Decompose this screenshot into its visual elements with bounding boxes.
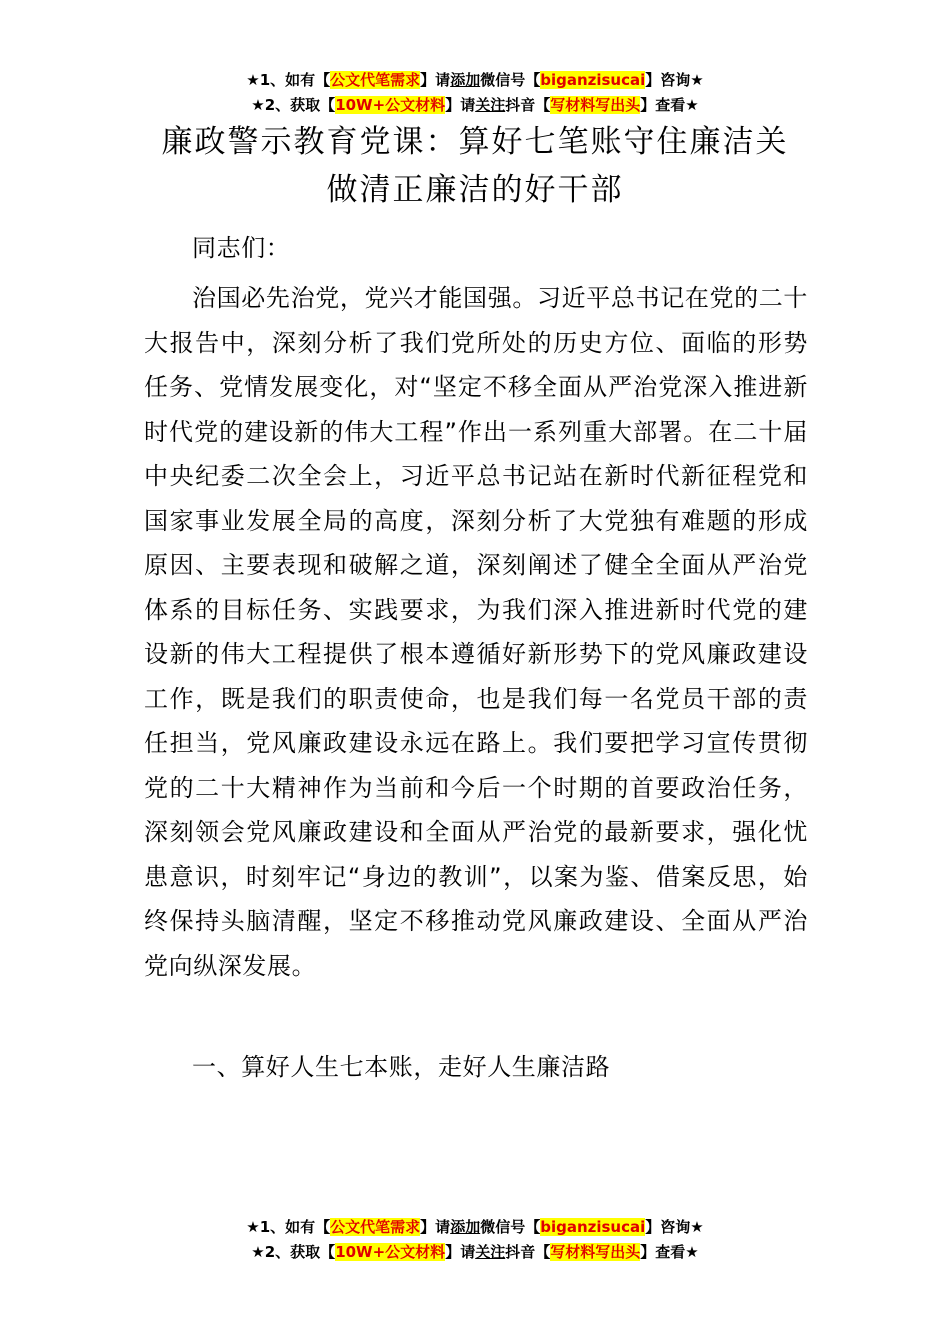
- banner-line1-middle: 】请: [420, 1218, 451, 1236]
- banner-line2-middle2: 抖音【: [505, 1243, 551, 1261]
- banner-line2-suffix: 】查看★: [640, 96, 699, 114]
- banner-line1-suffix: 】咨询★: [645, 1218, 704, 1236]
- banner-line-1: [0, 1215, 950, 1240]
- title-line-2: 做清正廉洁的好干部: [326, 172, 624, 208]
- banner-line1-emphasis: 添加: [450, 1218, 481, 1236]
- document-title: [0, 118, 950, 214]
- banner-line2-emphasis: 关注: [475, 96, 506, 114]
- banner-line2-highlight-douyin: 写材料写出头: [550, 1243, 641, 1261]
- section-heading-1: 一、算好人生七本账，走好人生廉洁路: [192, 1053, 611, 1081]
- banner-line1-suffix: 】咨询★: [645, 71, 704, 89]
- banner-line2-highlight-douyin: 写材料写出头: [550, 96, 641, 114]
- banner-line1-highlight-service: 公文代笔需求: [330, 71, 421, 89]
- banner-line2-suffix: 】查看★: [640, 1243, 699, 1261]
- banner-line2-highlight-materials: 10W+公文材料: [335, 96, 446, 114]
- banner-line2-emphasis: 关注: [475, 1243, 506, 1261]
- banner-line-2: [0, 1240, 950, 1265]
- banner-line1-prefix: ★1、如有【: [246, 71, 331, 89]
- banner-line1-highlight-wechat: biganzisucai: [540, 71, 646, 89]
- banner-line1-middle2: 微信号【: [480, 71, 541, 89]
- top-ad-banner: [0, 68, 950, 118]
- body-paragraph-1: 治国必先治党，党兴才能国强。习近平总书记在党的二十大报告中，深刻分析了我们党所处的历史方位、面临的形势任务、党情发展变化，对“坚定不移全面从严治党深入推进新时代党的建设新的伟大工程”作出一系列重大部署。在二十届中央纪委二次全会上，习近平总书记站在新时代新征程党和国家事业发展全局的高度，深刻分析了大党独有难题的形成原因、主要表现和破解之道，深刻阐述了健全全面从严治党体系的目标任务、实践要求，为我们深入推进新时代党的建设新的伟大工程提供了根本遵循好新形势下的党风廉政建设工作，既是我们的职责使命，也是我们每一名党员干部的责任担当，党风廉政建设永远在路上。我们要把学习宣传贯彻党的二十大精神作为当前和今后一个时期的首要政治任务，深刻领会党风廉政建设和全面从严治党的最新要求，强化忧患意识，时刻牢记“身边的教训”，以案为鉴、借案反思，始终保持头脑清醒，坚定不移推动党风廉政建设、全面从严治党向纵深发展。: [144, 284, 808, 980]
- title-line-1: 廉政警示教育党课：算好七笔账守住廉洁关: [161, 124, 789, 160]
- banner-line2-highlight-materials: 10W+公文材料: [335, 1243, 446, 1261]
- banner-line1-middle: 】请: [420, 71, 451, 89]
- banner-line2-prefix: ★2、获取【: [251, 96, 336, 114]
- banner-line1-prefix: ★1、如有【: [246, 1218, 331, 1236]
- banner-line2-middle: 】请: [445, 1243, 476, 1261]
- banner-line1-middle2: 微信号【: [480, 1218, 541, 1236]
- banner-line2-prefix: ★2、获取【: [251, 1243, 336, 1261]
- bottom-ad-banner: [0, 1215, 950, 1265]
- banner-line1-emphasis: 添加: [450, 71, 481, 89]
- banner-line2-middle: 】请: [445, 96, 476, 114]
- banner-line1-highlight-wechat: biganzisucai: [540, 1218, 646, 1236]
- salutation: 同志们：: [192, 234, 291, 262]
- banner-line-2: [0, 93, 950, 118]
- banner-line1-highlight-service: 公文代笔需求: [330, 1218, 421, 1236]
- banner-line-1: [0, 68, 950, 93]
- banner-line2-middle2: 抖音【: [505, 96, 551, 114]
